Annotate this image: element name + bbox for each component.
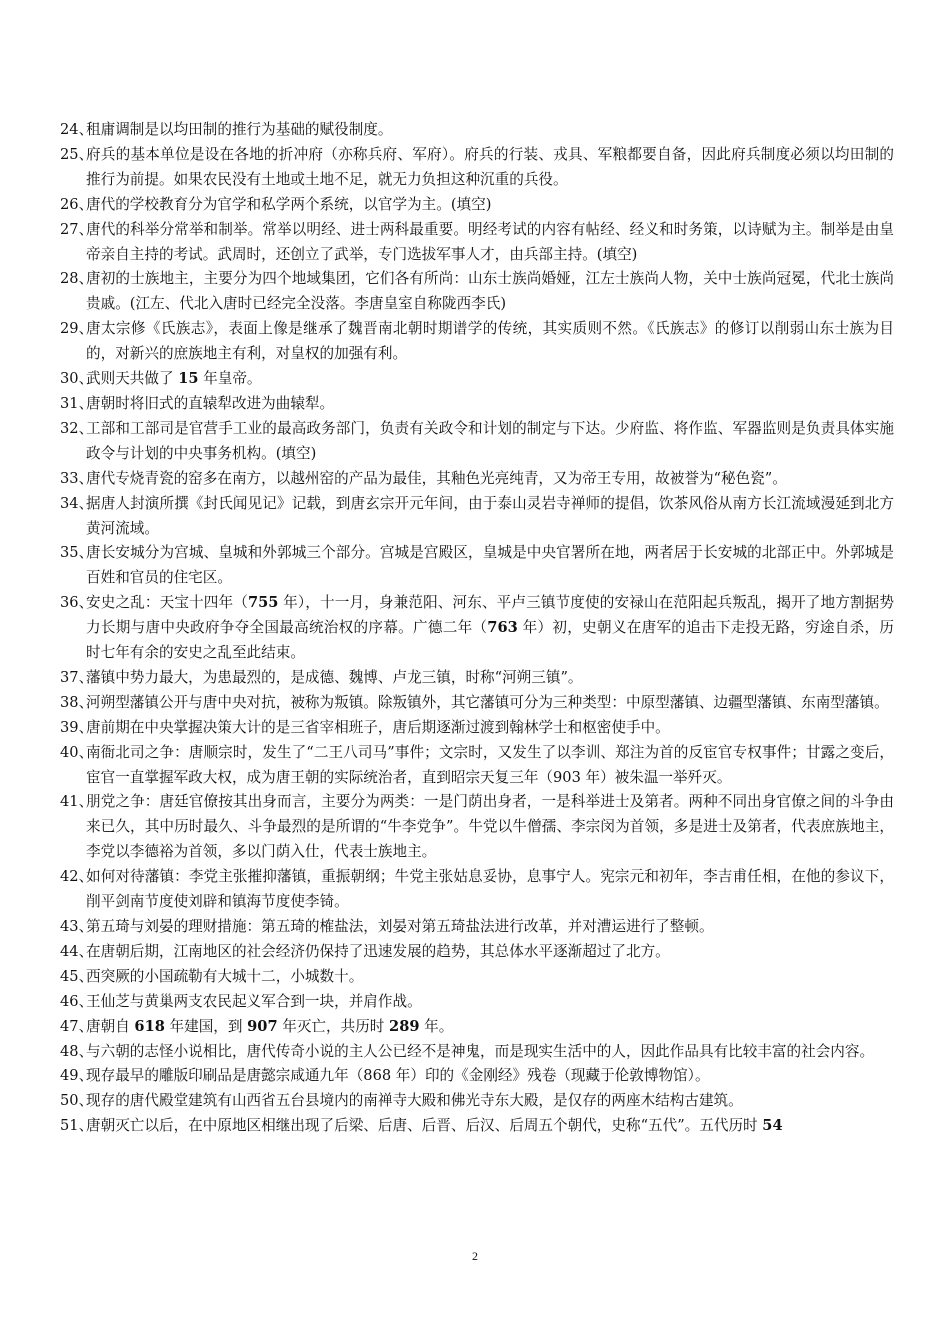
item-number: 28、 [60, 270, 94, 288]
item-text: 租庸调制是以均田制的推行为基础的赋役制度。 [86, 121, 393, 138]
item-text: 唐朝时将旧式的直辕犁改进为曲辕犁。 [86, 394, 335, 412]
item-text: 王仙芝与黄巢两支农民起义军合到一块，并肩作战。 [86, 992, 422, 1010]
item-text: 与六朝的志怪小说相比，唐代传奇小说的主人公已经不是神鬼，而是现实生活中的人，因此作品具有比较丰富的社会内容。 [86, 1042, 875, 1060]
item-text: 唐太宗修《氏族志》，表面上像是继承了魏晋南北朝时期谱学的传统，其实质则不然。《氏族志》的修订以削弱山东士族为目的，对新兴的庶族地主有利，对皇权的加强有利。 [86, 320, 894, 363]
item-number: 49、 [60, 1067, 94, 1085]
item-number: 39、 [60, 718, 94, 736]
item-number: 50、 [60, 1092, 94, 1110]
item-number: 43、 [60, 918, 94, 935]
list-item-29 [60, 317, 894, 367]
list-item-43 [60, 915, 894, 940]
list-item-39 [60, 716, 894, 741]
item-text-bold: 15 [178, 370, 199, 388]
item-text: 河朔型藩镇公开与唐中央对抗，被称为叛镇。除叛镇外，其它藩镇可分为三种类型：中原型藩镇、边疆型藩镇、东南型藩镇。 [86, 693, 889, 711]
item-text-bold: 289 [389, 1017, 420, 1035]
item-number: 24、 [60, 121, 94, 138]
item-text: 唐代专烧青瓷的窑多在南方，以越州窑的产品为最佳，其釉色光亮纯青，又为帝王专用，故被誉为“秘色瓷”。 [86, 469, 787, 487]
item-text: 唐初的士族地主，主要分为四个地域集团，它们各有所尚：山东士族尚婚娅，江左士族尚人物，关中士族尚冠冕，代北士族尚贵戚。(江左、代北入唐时已经完全没落。李唐皇室自称陇西李氏) [86, 270, 894, 313]
item-text: 工部和工部司是官营手工业的最高政务部门，负责有关政令和计划的制定与下达。少府监、将作监、军器监则是负责具体实施政令与计划的中央事务机构。(填空) [86, 419, 894, 462]
item-number: 37、 [60, 668, 94, 686]
item-text-pre: 武则天共做了 [86, 370, 179, 388]
item-number: 32、 [60, 419, 94, 437]
list-item-24 [60, 118, 894, 143]
item-text: 现存最早的雕版印刷品是唐懿宗咸通九年（868 年）印的《金刚经》残卷（现藏于伦敦博物馆）。 [86, 1067, 710, 1085]
list-item-46 [60, 990, 894, 1015]
item-text: 藩镇中势力最大，为患最烈的，是成德、魏博、卢龙三镇，时称“河朔三镇”。 [86, 668, 583, 686]
item-number: 29、 [60, 320, 94, 338]
list-item-32 [60, 417, 894, 467]
item-number: 38、 [60, 693, 94, 711]
item-number: 45、 [60, 967, 94, 985]
item-number: 35、 [60, 544, 94, 562]
item-text-part: 安史之乱：天宝十四年（ [86, 594, 248, 612]
list-item-37 [60, 666, 894, 691]
list-item-45 [60, 965, 894, 990]
item-text: 唐代的科举分常举和制举。常举以明经、进士两科最重要。明经考试的内容有帖经、经义和时务策，以诗赋为主。制举是由皇帝亲自主持的考试。武周时，还创立了武举，专门选拔军事人才，由兵部主持。(填空) [86, 220, 894, 263]
item-text: 唐前期在中央掌握决策大计的是三省宰相班子，唐后期逐渐过渡到翰林学士和枢密使手中。 [86, 718, 670, 736]
item-text-bold: 618 [134, 1017, 165, 1035]
item-text-part: 年灭亡，共历时 [277, 1017, 390, 1035]
list-item-47 [60, 1015, 894, 1040]
list-item-49 [60, 1064, 894, 1089]
list-item-38 [60, 691, 894, 716]
item-text-bold: 907 [247, 1017, 278, 1035]
list-item-48 [60, 1040, 894, 1065]
item-number: 41、 [60, 793, 94, 811]
item-number: 36、 [60, 594, 94, 612]
item-text: 第五琦与刘晏的理财措施：第五琦的榷盐法，刘晏对第五琦盐法进行改革，并对漕运进行了整顿。 [86, 918, 714, 935]
item-text-post: 年皇帝。 [198, 370, 262, 388]
item-text-part: 年），十一月，身兼范阳、河东、平卢三镇节度使的安禄山在范阳起兵叛乱，揭开了地方割据势力长期与唐中央政府争夺全国最高统治权的序幕。广德二年（ [86, 594, 894, 637]
item-number: 51、 [60, 1117, 94, 1135]
list-item-33 [60, 467, 894, 492]
item-text-part: 年。 [419, 1017, 454, 1035]
item-number: 47、 [60, 1017, 94, 1035]
numbered-list [60, 118, 894, 1139]
list-item-28 [60, 267, 894, 317]
item-number: 26、 [60, 195, 94, 213]
list-item-50 [60, 1089, 894, 1114]
item-number: 27、 [60, 220, 94, 238]
item-text-part: 年建国，到 [164, 1017, 248, 1035]
item-text-bold: 755 [247, 594, 279, 612]
page-number: 2 [472, 1249, 478, 1263]
list-item-26 [60, 193, 894, 218]
item-number: 33、 [60, 469, 94, 487]
item-text: 府兵的基本单位是设在各地的折冲府（亦称兵府、军府）。府兵的行装、戎具、军粮都要自备，因此府兵制度必须以均田制的推行为前提。如果农民没有土地或土地不足，就无力负担这种沉重的兵役。 [86, 145, 894, 188]
item-number: 40、 [60, 743, 94, 761]
list-item-30 [60, 367, 894, 392]
item-number: 25、 [60, 145, 94, 163]
item-text-bold: 763 [487, 619, 518, 637]
item-number: 48、 [60, 1042, 94, 1060]
list-item-44 [60, 940, 894, 965]
list-item-27 [60, 218, 894, 268]
list-item-25 [60, 143, 894, 193]
item-number: 46、 [60, 992, 94, 1010]
item-text: 唐代的学校教育分为官学和私学两个系统，以官学为主。(填空) [86, 195, 492, 213]
item-text: 如何对待藩镇：李党主张摧抑藩镇，重振朝纲；牛党主张姑息妥协，息事宁人。宪宗元和初年，李吉甫任相，在他的参议下，削平剑南节度使刘辟和镇海节度使李锜。 [86, 868, 894, 911]
list-item-34 [60, 492, 894, 542]
list-item-51 [60, 1114, 894, 1139]
item-text: 朋党之争：唐廷官僚按其出身而言，主要分为两类：一是门荫出身者，一是科举进士及第者。两种不同出身官僚之间的斗争由来已久，其中历时最久、斗争最烈的是所谓的“牛李党争”。牛党以牛僧孺、李宗闵为首领，多是进士及第者，代表庶族地主，李党以李德裕为首领，多以门荫入仕，代表士族地主。 [86, 793, 894, 861]
list-item-36 [60, 591, 894, 666]
item-text-part: 唐朝灭亡以后，在中原地区相继出现了后梁、后唐、后晋、后汉、后周五个朝代，史称“五代”。五代历时 [86, 1117, 763, 1135]
item-text: 在唐朝后期，江南地区的社会经济仍保持了迅速发展的趋势，其总体水平逐渐超过了北方。 [86, 942, 670, 960]
item-number: 30、 [60, 370, 94, 388]
list-item-35 [60, 541, 894, 591]
item-text: 南衙北司之争：唐顺宗时，发生了“二王八司马”事件；文宗时，又发生了以李训、郑注为首的反宦官专权事件；甘露之变后，宦官一直掌握军政大权，成为唐王朝的实际统治者，直到昭宗天复三年（903 年）被朱温一举歼灭。 [86, 743, 894, 786]
list-item-31 [60, 392, 894, 417]
list-item-42 [60, 865, 894, 915]
item-number: 34、 [60, 494, 94, 512]
item-text: 据唐人封演所撰《封氏闻见记》记载，到唐玄宗开元年间，由于泰山灵岩寺禅师的提倡，饮茶风俗从南方长江流域漫延到北方黄河流域。 [86, 494, 894, 537]
item-number: 44、 [60, 942, 94, 960]
list-item-40 [60, 741, 894, 791]
item-text-part: 年）初，史朝义在唐军的追击下走投无路，穷途自杀，历时七年有余的安史之乱至此结束。 [86, 619, 894, 662]
item-text: 唐长安城分为宫城、皇城和外郭城三个部分。宫城是宫殿区，皇城是中央官署所在地，两者居于长安城的北部正中。外郭城是百姓和官员的住宅区。 [86, 544, 894, 587]
list-item-41 [60, 790, 894, 865]
item-text: 西突厥的小国疏勒有大城十二，小城数十。 [86, 967, 364, 985]
item-number: 31、 [60, 394, 94, 412]
item-text: 现存的唐代殿堂建筑有山西省五台县境内的南禅寺大殿和佛光寺东大殿，是仅存的两座木结构古建筑。 [86, 1092, 743, 1110]
item-number: 42、 [60, 868, 94, 886]
item-text-bold: 54 [762, 1117, 783, 1135]
item-text-part: 唐朝自 [86, 1017, 135, 1035]
